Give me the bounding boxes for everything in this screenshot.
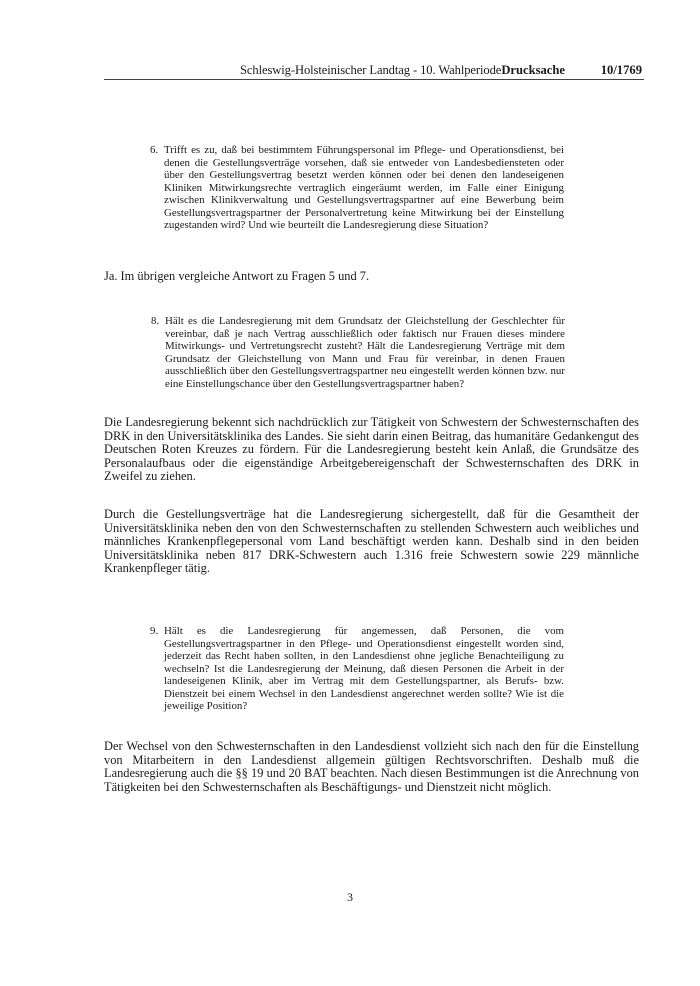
question-number: 6. bbox=[150, 144, 159, 156]
header-rule bbox=[104, 79, 644, 80]
page-header bbox=[240, 62, 642, 78]
question-8 bbox=[151, 315, 565, 390]
question-text: Hält es die Landesregierung für angemessen, daß Personen, die vom Gestellungsvertragspartner in den Pflege- und Operationsdienst eingestellt worden sind, jederzeit das Recht haben sollten, in den Landesdienst ohne jegliche Benachteiligung zu wechseln? Ist die Landesregierung der Meinung, daß diesen Personen die Arbeit in der landeseigenen Klinik, aber im Vertrag mit dem Gestellungspartner, als Berufs- bzw. Dienstzeit bei einem Wechsel in den Landesdienst angerechnet werden sollte? Wie ist die jeweilige Position? bbox=[164, 625, 564, 713]
question-6 bbox=[150, 144, 564, 232]
question-number: 9. bbox=[150, 625, 159, 637]
question-text: Hält es die Landesregierung mit dem Grundsatz der Gleichstellung der Geschlechter für vereinbar, daß je nach Vertrag ausschließlich oder faktisch nur Frauen dieses mindere Mitwirkungs- und Vertretungsrecht zusteht? Hält die Landesregierung Verträge mit dem Grundsatz der Gleichstellung von Mann und Frau für vereinbar, in denen Frauen ausschließlich über den Gestellungsvertragspartner neu eingestellt werden können bzw. nur eine Einstellungschance über den Gestellungsvertragspartner haben? bbox=[165, 315, 565, 390]
answer-6: Ja. Im übrigen vergleiche Antwort zu Fragen 5 und 7. bbox=[104, 269, 370, 283]
question-9 bbox=[150, 625, 564, 713]
header-title: Schleswig-Holsteinischer Landtag - 10. Wahlperiode bbox=[240, 63, 502, 77]
question-number: 8. bbox=[151, 315, 160, 327]
answer-8-paragraph-2: Durch die Gestellungsverträge hat die Landesregierung sichergestellt, daß für die Gesamtheit der Universitätsklinika neben den von den Schwesternschaften zu stellenden Schwestern auch weibliches und männliches Krankenpflegepersonal vom Land beschäftigt werden kann. Deshalb sind in den beiden Universitätsklinika neben 817 DRK-Schwestern auch 1.316 freie Schwestern sowie 229 männliche Krankenpfleger tätig. bbox=[104, 507, 639, 576]
answer-9: Der Wechsel von den Schwesternschaften in den Landesdienst vollzieht sich nach den für die Einstellung von Mitarbeitern in den Landesdienst allgemein gültigen Rechtsvorschriften. Deshalb muß die Landesregierung auch die §§ 19 und 20 BAT beachten. Nach diesen Bestimmungen ist die Anrechnung von Tätigkeiten bei den Schwesternschaften als Beschäftigungs- und Dienstzeit nicht möglich. bbox=[104, 739, 639, 794]
answer-8-paragraph-1: Die Landesregierung bekennt sich nachdrücklich zur Tätigkeit von Schwestern der Schwesternschaften des DRK in den Universitätsklinika des Landes. Sie sieht darin einen Beitrag, das humanitäre Gedankengut des Deutschen Roten Kreuzes zu fördern. Für die Landesregierung besteht kein Anlaß, die Grundsätze des Personalaufbaus oder die eigenständige Arbeitgebereigenschaft der Schwesternschaften des DRK in Zweifel zu ziehen. bbox=[104, 415, 639, 484]
page-number: 3 bbox=[347, 890, 353, 904]
document-number: 10/1769 bbox=[600, 63, 642, 77]
header-label: Drucksache bbox=[501, 63, 565, 77]
question-text: Trifft es zu, daß bei bestimmtem Führungspersonal im Pflege- und Operationsdienst, bei denen die Gestellungsverträge vorsehen, daß sie entweder von Landesbediensteten oder über den Gestellungsvertrag besetzt werden können oder bei denen den landeseigenen Kliniken Mitwirkungsrechte vertraglich eingeräumt werden, im Falle einer Einigung zwischen Klinikverwaltung und Gestellungsvertragspartner auf eine Bewerbung beim Gestellungsvertragspartner der Personalvertretung keine Mitwirkung bei der Einstellung zugestanden wird? Und wie beurteilt die Landesregierung diese Situation? bbox=[164, 144, 564, 232]
